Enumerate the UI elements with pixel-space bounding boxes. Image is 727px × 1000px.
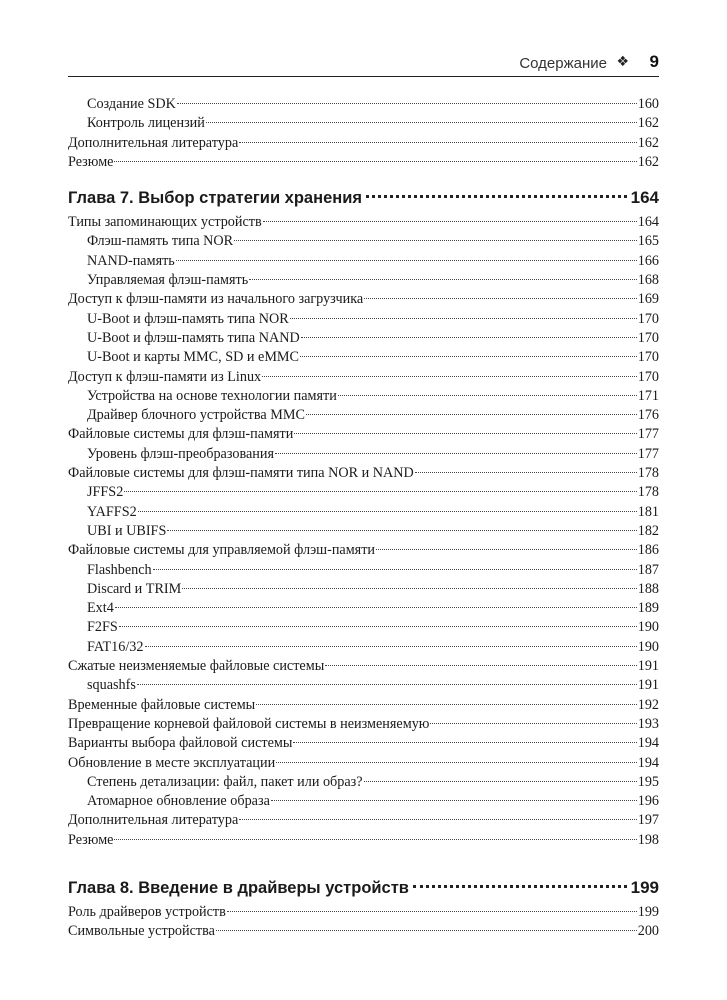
toc-entry-title: Дополнительная литература: [68, 812, 239, 829]
dot-leader: [376, 549, 637, 550]
toc-entry-title: Уровень флэш-преобразования: [87, 445, 274, 462]
toc-entry[interactable]: [68, 811, 659, 830]
toc-entry-title: Устройства на основе технологии памяти: [87, 387, 337, 404]
toc-entry-title: Символьные устройства: [68, 923, 215, 940]
toc-entry[interactable]: [68, 676, 659, 695]
toc-entry-title: FAT16/32: [87, 638, 144, 655]
toc-entry-page: 200: [637, 923, 659, 940]
toc-entry-title: Доступ к флэш-памяти из Linux: [68, 368, 262, 385]
dot-leader: [263, 221, 637, 222]
toc-entry[interactable]: [68, 310, 659, 329]
toc-entry[interactable]: [68, 153, 659, 172]
toc-entry-title: Файловые системы для флэш-памяти: [68, 426, 294, 443]
dot-leader: [301, 337, 637, 338]
dot-leader: [290, 318, 637, 319]
toc-entry-page: 193: [637, 715, 659, 732]
toc-entry-title: Временные файловые системы: [68, 696, 256, 713]
toc-entry[interactable]: [68, 483, 659, 502]
dot-leader: [177, 103, 637, 104]
toc-entry-page: 164: [637, 214, 659, 231]
toc-entry-title: Атомарное обновление образа: [87, 793, 270, 810]
dot-leader: [430, 723, 636, 724]
toc-entry-title: Драйвер блочного устройства MMC: [87, 407, 305, 424]
dot-leader: [138, 511, 637, 512]
toc-entry-title: squashfs: [87, 677, 136, 694]
toc-entry[interactable]: [68, 213, 659, 232]
toc-entry-page: 194: [637, 754, 659, 771]
toc-entry-page: 195: [637, 773, 659, 790]
toc-entry-page: 162: [637, 134, 659, 151]
dot-leader: [239, 819, 636, 820]
toc-entry[interactable]: [68, 271, 659, 290]
toc-entry-title: Ext4: [87, 600, 114, 617]
toc-entry-page: 169: [637, 291, 659, 308]
diamond-ornament-icon: ❖: [616, 54, 629, 70]
toc-entry[interactable]: [68, 329, 659, 348]
toc-entry-page: 194: [637, 735, 659, 752]
dot-leader: [306, 414, 637, 415]
toc-section-top: [68, 95, 659, 172]
toc-entry-page: 165: [637, 233, 659, 250]
toc-entry[interactable]: [68, 290, 659, 309]
toc-entry-page: 191: [637, 658, 659, 675]
toc-entry-title: Flashbench: [87, 561, 152, 578]
toc-entry[interactable]: [68, 522, 659, 541]
toc-entry-page: 190: [637, 619, 659, 636]
dot-leader: [271, 800, 637, 801]
dot-leader: [415, 472, 637, 473]
toc-entry-title: Резюме: [68, 153, 114, 170]
toc-entry-page: 170: [637, 368, 659, 385]
toc-entry-title: U-Boot и флэш-память типа NOR: [87, 310, 289, 327]
toc-entry-title: YAFFS2: [87, 503, 137, 520]
toc-entry[interactable]: [68, 638, 659, 657]
dot-leader: [293, 742, 636, 743]
toc-entry-page: 168: [637, 272, 659, 289]
toc-entry-page: 181: [637, 503, 659, 520]
toc-entry[interactable]: [68, 252, 659, 271]
toc-entry[interactable]: [68, 792, 659, 811]
toc-entry-title: Управляемая флэш-память: [87, 272, 249, 289]
chapter-title: Глава 8. Введение в драйверы устройств: [68, 878, 409, 897]
dot-leader: [182, 588, 636, 589]
page-header: [68, 52, 659, 77]
toc-entry-title: Типы запоминающих устройств: [68, 214, 262, 231]
toc-entry[interactable]: [68, 831, 659, 850]
toc-entry[interactable]: [68, 95, 659, 114]
toc-entry-page: 177: [637, 445, 659, 462]
dot-leader: [239, 142, 636, 143]
toc-entry[interactable]: [68, 114, 659, 133]
toc-entry-title: Варианты выбора файловой системы: [68, 735, 293, 752]
dot-leader: [115, 607, 637, 608]
toc-entry-page: 177: [637, 426, 659, 443]
toc-entry-title: Дополнительная литература: [68, 134, 239, 151]
toc-entry-title: Доступ к флэш-памяти из начального загрузчика: [68, 291, 364, 308]
dot-leader: [249, 279, 637, 280]
toc-entry-title: NAND-память: [87, 252, 175, 269]
toc-entry[interactable]: [68, 922, 659, 941]
toc-entry-title: Файловые системы для управляемой флэш-памяти: [68, 542, 376, 559]
dot-leader: [325, 665, 636, 666]
dot-leader: [256, 704, 637, 705]
toc-entry[interactable]: [68, 445, 659, 464]
toc-entry-title: JFFS2: [87, 484, 124, 501]
dot-leader: [114, 161, 636, 162]
dot-leader: [300, 356, 637, 357]
toc-entry[interactable]: [68, 754, 659, 773]
chapter-heading-7[interactable]: [68, 183, 659, 213]
dot-leader: [275, 453, 637, 454]
toc-entry-page: 189: [637, 600, 659, 617]
toc-entry-page: 170: [637, 349, 659, 366]
toc-entry-page: 170: [637, 310, 659, 327]
toc-entry-title: Роль драйверов устройств: [68, 903, 226, 920]
toc-entry-page: 182: [637, 522, 659, 539]
toc-entry[interactable]: [68, 541, 659, 560]
toc-entry-title: F2FS: [87, 619, 118, 636]
toc-entry-page: 199: [637, 903, 659, 920]
toc-entry-title: U-Boot и флэш-память типа NAND: [87, 329, 300, 346]
toc-entry-page: 178: [637, 484, 659, 501]
dot-leader: [176, 260, 637, 261]
toc-entry[interactable]: [68, 232, 659, 251]
toc-entry-page: 162: [637, 115, 659, 132]
toc-entry[interactable]: [68, 773, 659, 792]
toc-entry-page: 198: [637, 831, 659, 848]
toc-entry[interactable]: [68, 599, 659, 618]
toc-entry-title: Резюме: [68, 831, 114, 848]
toc-entry-page: 188: [637, 580, 659, 597]
toc-entry-title: U-Boot и карты MMC, SD и eMMC: [87, 349, 300, 366]
dot-leader: [153, 569, 637, 570]
chapter-7-entries: [68, 213, 659, 850]
chapter-heading-8[interactable]: [68, 873, 659, 903]
toc-entry-page: 187: [637, 561, 659, 578]
toc-entry[interactable]: [68, 715, 659, 734]
toc-entry[interactable]: [68, 464, 659, 483]
toc-entry-title: Превращение корневой файловой системы в неизменяемую: [68, 715, 430, 732]
toc-entry-page: 162: [637, 153, 659, 170]
toc-entry-title: Флэш-память типа NOR: [87, 233, 234, 250]
dot-leader: [276, 762, 637, 763]
dot-leader: [216, 930, 637, 931]
toc-entry-title: Файловые системы для флэш-памяти типа NOR и NAND: [68, 465, 414, 482]
toc-entry[interactable]: [68, 903, 659, 922]
dot-leader: [234, 240, 637, 241]
page-number: 9: [649, 52, 659, 71]
toc-entry[interactable]: [68, 696, 659, 715]
toc-entry[interactable]: [68, 657, 659, 676]
toc-entry[interactable]: [68, 734, 659, 753]
dot-leader: [364, 781, 637, 782]
toc-entry-page: 160: [637, 96, 659, 112]
toc-entry[interactable]: [68, 348, 659, 367]
dot-leader: [227, 911, 637, 912]
toc-entry-title: Контроль лицензий: [87, 115, 205, 132]
toc-entry-page: 176: [637, 407, 659, 424]
dot-leader: [206, 122, 637, 123]
toc-entry[interactable]: [68, 368, 659, 387]
toc-entry-page: 170: [637, 329, 659, 346]
toc-entry-page: 166: [637, 252, 659, 269]
dot-leader: [119, 626, 637, 627]
dot-leader: [294, 433, 636, 434]
toc-entry-page: 190: [637, 638, 659, 655]
toc-entry-title: UBI и UBIFS: [87, 522, 167, 539]
chapter-8-entries: [68, 903, 659, 942]
toc-entry[interactable]: [68, 387, 659, 406]
toc-entry[interactable]: [68, 134, 659, 153]
toc-entry[interactable]: [68, 406, 659, 425]
dot-leader: [366, 195, 627, 198]
dot-leader: [124, 491, 636, 492]
toc-entry-title: Степень детализации: файл, пакет или образ?: [87, 773, 363, 790]
toc-entry-page: 171: [637, 387, 659, 404]
toc-entry-title: Сжатые неизменяемые файловые системы: [68, 658, 325, 675]
toc-entry-page: 178: [637, 465, 659, 482]
toc-entry-page: 186: [637, 542, 659, 559]
table-of-contents: [68, 95, 659, 942]
toc-entry[interactable]: [68, 425, 659, 444]
dot-leader: [338, 395, 637, 396]
toc-entry[interactable]: [68, 503, 659, 522]
dot-leader: [413, 885, 627, 888]
toc-entry-page: 192: [637, 696, 659, 713]
toc-entry-title: Обновление в месте эксплуатации: [68, 754, 276, 771]
dot-leader: [145, 646, 637, 647]
chapter-page: 164: [630, 188, 659, 208]
toc-entry-page: 196: [637, 793, 659, 810]
toc-entry-page: 191: [637, 677, 659, 694]
chapter-page: 199: [630, 877, 659, 897]
toc-entry[interactable]: [68, 580, 659, 599]
dot-leader: [137, 684, 637, 685]
running-title: Содержание: [519, 55, 607, 72]
dot-leader: [262, 376, 637, 377]
dot-leader: [114, 839, 636, 840]
chapter-title: Глава 7. Выбор стратегии хранения: [68, 189, 362, 208]
toc-entry-title: Создание SDK: [87, 96, 176, 112]
dot-leader: [364, 298, 637, 299]
toc-entry[interactable]: [68, 561, 659, 580]
toc-entry-title: Discard и TRIM: [87, 580, 182, 597]
toc-entry[interactable]: [68, 618, 659, 637]
dot-leader: [167, 530, 636, 531]
toc-entry-page: 197: [637, 812, 659, 829]
